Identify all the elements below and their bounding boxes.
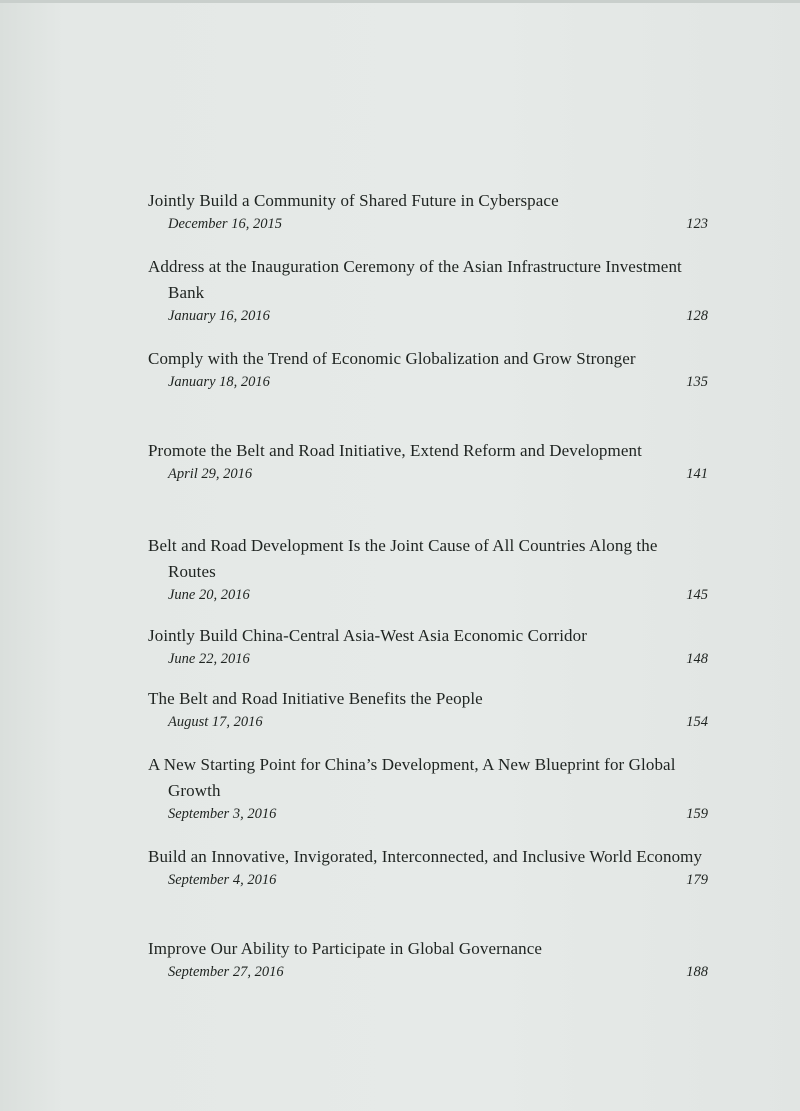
entry-page-number: 123 — [686, 216, 708, 232]
entry-meta — [148, 583, 708, 607]
entry-title: Belt and Road Development Is the Joint Cause of All Countries Along the Routes — [148, 536, 658, 581]
entry-date: September 4, 2016 — [168, 872, 277, 888]
entry-meta — [148, 802, 708, 826]
toc-entry — [148, 346, 708, 438]
entry-date: January 18, 2016 — [168, 374, 270, 390]
entry-meta — [148, 462, 708, 486]
entry-date: August 17, 2016 — [168, 714, 263, 730]
toc-entry — [148, 936, 708, 1002]
entry-title: Jointly Build a Community of Shared Future in Cyberspace — [148, 191, 559, 210]
entry-meta — [148, 647, 708, 671]
toc-entry — [148, 533, 708, 623]
entry-date: September 27, 2016 — [168, 964, 284, 980]
entry-date: June 20, 2016 — [168, 587, 250, 603]
entry-title: The Belt and Road Initiative Benefits the People — [148, 689, 483, 708]
entry-title: Comply with the Trend of Economic Globalization and Grow Stronger — [148, 349, 636, 368]
toc-entry — [148, 623, 708, 686]
entry-page-number: 159 — [686, 806, 708, 822]
entry-page-number: 154 — [686, 714, 708, 730]
entry-meta — [148, 212, 708, 236]
table-of-contents — [148, 188, 708, 1002]
entry-date: April 29, 2016 — [168, 466, 253, 482]
entry-page-number: 179 — [686, 872, 708, 888]
toc-entry — [148, 686, 708, 752]
page-top-edge — [0, 0, 800, 3]
entry-date: January 16, 2016 — [168, 308, 270, 324]
entry-date: June 22, 2016 — [168, 651, 250, 667]
entry-meta — [148, 304, 708, 328]
toc-entry — [148, 438, 708, 533]
entry-meta — [148, 710, 708, 734]
entry-date: September 3, 2016 — [168, 806, 277, 822]
toc-entry — [148, 188, 708, 254]
entry-meta — [148, 868, 708, 892]
entry-title: A New Starting Point for China’s Development, A New Blueprint for Global Growth — [148, 755, 676, 800]
entry-date: December 16, 2015 — [168, 216, 282, 232]
toc-entry — [148, 844, 708, 936]
entry-page-number: 135 — [686, 374, 708, 390]
entry-page-number: 145 — [686, 587, 708, 603]
entry-meta — [148, 370, 708, 394]
entry-meta — [148, 960, 708, 984]
entry-title: Address at the Inauguration Ceremony of the Asian Infrastructure Investment Bank — [148, 257, 682, 302]
entry-title: Jointly Build China-Central Asia-West Asia Economic Corridor — [148, 626, 588, 645]
entry-page-number: 188 — [686, 964, 708, 980]
toc-entry — [148, 752, 708, 844]
entry-page-number: 148 — [686, 651, 708, 667]
entry-title: Promote the Belt and Road Initiative, Extend Reform and Development — [148, 441, 642, 460]
entry-title: Build an Innovative, Invigorated, Interconnected, and Inclusive World Economy — [148, 847, 703, 866]
entry-title: Improve Our Ability to Participate in Global Governance — [148, 939, 543, 958]
toc-entry — [148, 254, 708, 346]
entry-page-number: 141 — [686, 466, 708, 482]
entry-page-number: 128 — [686, 308, 708, 324]
